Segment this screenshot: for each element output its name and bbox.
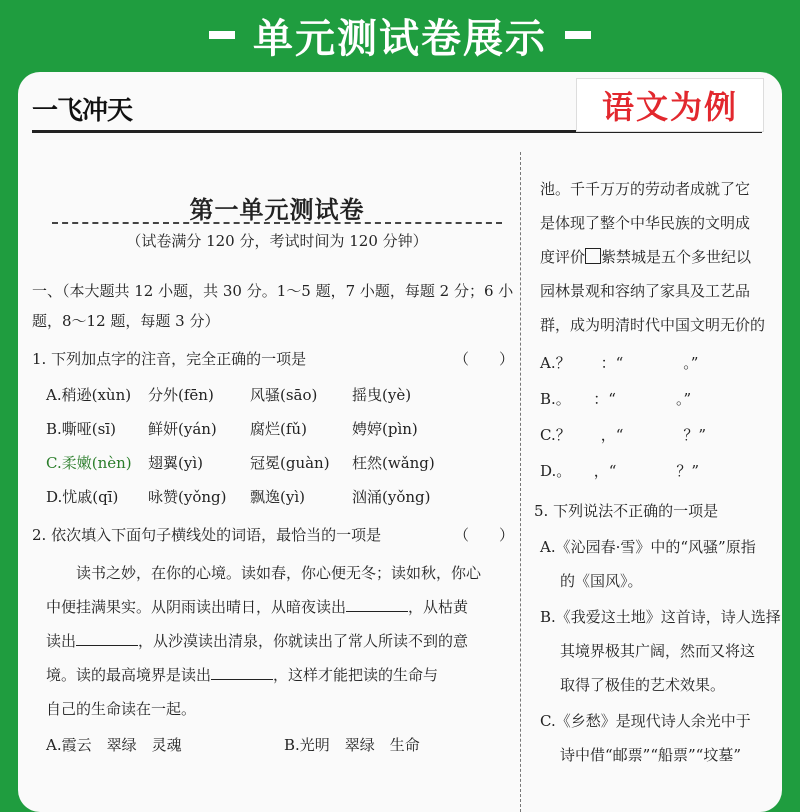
option-label: C.	[46, 454, 62, 472]
right-passage-line4: 园林景观和容纳了家具及工艺品	[540, 282, 751, 300]
option-item: 冠冕(guàn)	[250, 454, 330, 472]
q2-passage-line3	[46, 630, 468, 651]
section1-instruction-line2: 题，8～12 题，每题 3 分）	[32, 312, 220, 330]
option-text: 。 ：“ 。”	[555, 390, 692, 408]
option-item: 摇曳(yè)	[352, 386, 412, 404]
q1-option-c	[46, 452, 454, 473]
option-item: 稍逊(xùn)	[61, 386, 132, 404]
q4-option-a	[540, 352, 698, 373]
q5-option-b: B.《我爱这土地》这首诗，诗人选择	[540, 608, 781, 626]
option-item: 咏赞(yǒng)	[148, 488, 227, 506]
blank-box	[585, 248, 601, 264]
fill-blank-3	[211, 664, 273, 680]
option-text: 。 ，“ ？”	[556, 462, 700, 480]
q5-option-b-cont2: 取得了极佳的艺术效果。	[560, 676, 726, 694]
right-passage-line2: 是体现了整个中华民族的文明成	[540, 214, 751, 232]
passage-text: ，从枯黄	[408, 598, 469, 616]
title-rule	[52, 222, 502, 224]
option-label: B.	[46, 420, 62, 438]
passage-text: 紫禁城是五个多世纪以	[601, 248, 752, 266]
banner-title: 单元测试卷展示	[253, 15, 547, 62]
q1-answer-paren: （ ）	[453, 350, 514, 368]
option-text: ？ ：“ 。”	[555, 354, 699, 372]
option-item: 娉婷(pìn)	[352, 420, 418, 438]
q4-option-d	[540, 460, 699, 481]
q4-option-c	[540, 424, 706, 445]
q2-passage-line4	[46, 664, 438, 685]
banner	[0, 0, 800, 70]
fill-blank-1	[346, 596, 408, 612]
option-item: 飘逸(yì)	[250, 488, 305, 506]
q2-stem: 2. 依次填入下面句子横线处的词语，最恰当的一项是	[32, 526, 382, 544]
option-label: A.	[540, 354, 556, 372]
option-item: 嘶哑(sī)	[61, 420, 116, 438]
exam-title: 第一单元测试卷	[189, 196, 365, 224]
q2-option-b	[284, 734, 420, 755]
passage-text: 度评价	[540, 248, 586, 266]
option-label: D.	[540, 462, 557, 480]
right-column	[530, 152, 782, 812]
option-item: 腐烂(fǔ)	[250, 420, 307, 438]
passage-text: 读出	[46, 632, 77, 650]
q1-option-b	[46, 418, 454, 439]
q5-option-a: A.《沁园春·雪》中的“风骚”原指	[540, 538, 756, 556]
option-label: A.	[46, 386, 62, 404]
option-text: 霞云 翠绿 灵魂	[61, 736, 182, 754]
option-item: 分外(fēn)	[148, 386, 214, 404]
q5-option-c-cont: 诗中借“邮票”“船票”“坟墓”	[560, 746, 742, 764]
column-divider	[520, 152, 522, 812]
option-item: 忧戚(qī)	[62, 488, 119, 506]
passage-text: ，从沙漠读出清泉，你就读出了常人所读不到的意	[138, 632, 469, 650]
q5-option-c: C.《乡愁》是现代诗人余光中于	[540, 712, 751, 730]
option-label: A.	[46, 736, 62, 754]
q1-stem: 1. 下列加点字的注音，完全正确的一项是	[32, 350, 307, 368]
fill-blank-2	[76, 630, 138, 646]
option-item: 枉然(wǎng)	[352, 454, 435, 472]
passage-text: 境。读的最高境界是读出	[46, 666, 212, 684]
passage-text: 中便挂满果实。从阴雨读出晴日，从暗夜读出	[46, 598, 347, 616]
option-text: 光明 翠绿 生命	[299, 736, 420, 754]
q5-option-a-cont: 的《国风》。	[560, 572, 643, 590]
brand-logo: 一飞冲天	[32, 96, 133, 126]
q1-option-d	[46, 486, 454, 507]
option-item: 风骚(sāo)	[250, 386, 318, 404]
left-column	[32, 152, 522, 812]
option-text: ？ ，“ ？”	[555, 426, 707, 444]
q2-option-a	[46, 734, 182, 755]
q4-option-b	[540, 388, 691, 409]
q5-option-b-cont: 其境界极其广阔，然而又将这	[560, 642, 756, 660]
section1-instruction-line1: 一、（本大题共 12 小题，共 30 分。1～5 题，7 小题，每题 2 分；6 小	[32, 282, 514, 300]
option-label: B.	[540, 390, 556, 408]
right-passage-line5: 群，成为明清时代中国文明无价的	[540, 316, 766, 334]
option-item: 翅翼(yì)	[148, 454, 203, 472]
q1-option-a	[46, 384, 454, 405]
option-item: 汹涌(yǒng)	[352, 488, 431, 506]
exam-subtitle: （试卷满分 120 分，考试时间为 120 分钟）	[126, 232, 428, 250]
right-passage-line3	[540, 246, 751, 267]
passage-text: ，这样才能把读的生命与	[273, 666, 439, 684]
q2-passage-line1: 读书之妙，在你的心境。读如春，你心便无冬；读如秋，你心	[46, 564, 482, 582]
banner-dash-left	[209, 31, 235, 39]
option-label: B.	[284, 736, 300, 754]
exam-sheet	[18, 72, 782, 812]
q2-answer-paren: （ ）	[453, 526, 514, 544]
option-item: 鲜妍(yán)	[148, 420, 217, 438]
banner-dash-right	[565, 31, 591, 39]
right-passage-line1: 池。千千万万的劳动者成就了它	[540, 180, 751, 198]
option-label: C.	[540, 426, 556, 444]
q5-stem: 5. 下列说法不正确的一项是	[534, 502, 719, 520]
q2-passage-line5: 自己的生命读在一起。	[46, 700, 197, 718]
option-label: D.	[46, 488, 63, 506]
q2-passage-line2	[46, 596, 468, 617]
option-item: 柔嫩(nèn)	[61, 454, 132, 472]
example-tag: 语文为例	[576, 78, 764, 132]
